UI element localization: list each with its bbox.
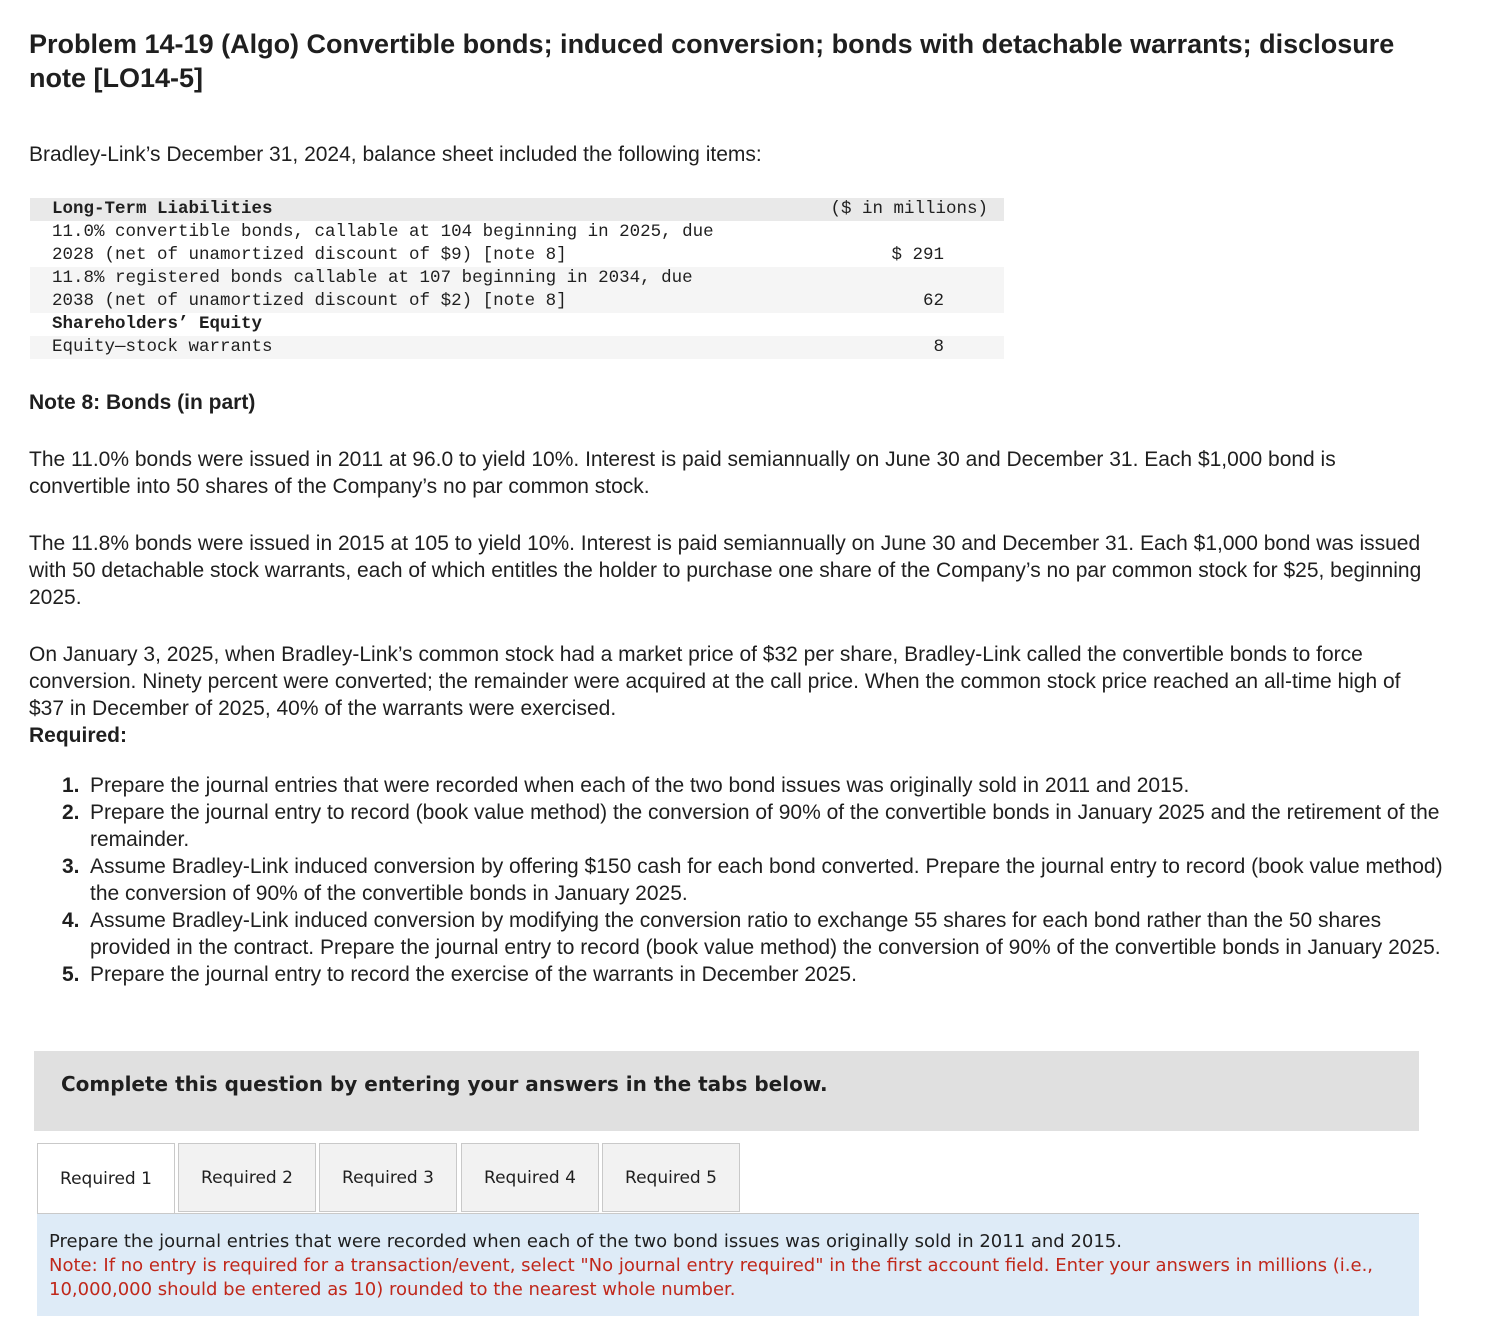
- tab-required-4[interactable]: Required 4: [461, 1143, 599, 1212]
- balance-sheet-table: [30, 198, 1004, 359]
- registered-bonds-row-line2: [30, 290, 1004, 313]
- instructions-banner-text: Complete this question by entering your answers in the tabs below.: [61, 1072, 828, 1096]
- requirement-text: Assume Bradley-Link induced conversion by modifying the conversion ratio to exchange 55 shares for each bond rather than the 50 shares provided in the contract. Prepare the journal entry to record (book value method) the conversion of 90% of the convertible bonds in January 2025.: [90, 909, 1441, 959]
- paragraph-convertible-bonds: The 11.0% bonds were issued in 2011 at 96.0 to yield 10%. Interest is paid semiannually on June 30 and December 31. Each $1,000 bond is convertible into 50 shares of the Company’s no par common stock.: [29, 448, 1336, 498]
- instructions-banner: [34, 1051, 1419, 1131]
- stock-warrants-row: [30, 336, 1004, 359]
- note-heading: Note 8: Bonds (in part): [29, 391, 256, 414]
- required-heading: Required:: [29, 724, 128, 747]
- stock-warrants-label: Equity—stock warrants: [52, 337, 273, 357]
- requirement-text: Prepare the journal entry to record the exercise of the warrants in December 2025.: [90, 963, 857, 986]
- paragraph-conversion-event: On January 3, 2025, when Bradley-Link’s common stock had a market price of $32 per share, Bradley-Link called the convertible bonds to force conversion. Ninety percent were converted; the remainder were acquired at the call price. When the common stock price reached an all-time high of $37 in December of 2025, 40% of the warrants were exercised.: [29, 643, 1401, 720]
- requirements-list: [62, 772, 1452, 988]
- requirement-item: [62, 961, 1452, 988]
- tab-required-2[interactable]: Required 2: [178, 1143, 316, 1212]
- convertible-bonds-row-line1: [30, 221, 1004, 244]
- convertible-bonds-label-line2: 2028 (net of unamortized discount of $9) [note 8]: [52, 245, 567, 265]
- tab-required-3[interactable]: Required 3: [319, 1143, 457, 1212]
- stock-warrants-amount: 8: [933, 337, 944, 357]
- panel-instruction: Prepare the journal entries that were recorded when each of the two bond issues was originally sold in 2011 and 2015.: [49, 1231, 1122, 1252]
- convertible-bonds-amount: $ 291: [891, 245, 944, 265]
- convertible-bonds-row-line2: [30, 244, 1004, 267]
- tab-required-1[interactable]: Required 1: [37, 1143, 175, 1214]
- requirement-item: [62, 907, 1452, 961]
- shareholders-equity-row: [30, 313, 1004, 336]
- requirement-item: [62, 853, 1452, 907]
- requirement-number: 5.: [62, 963, 80, 986]
- requirement-number: 3.: [62, 855, 80, 878]
- requirement-text: Prepare the journal entry to record (book value method) the conversion of 90% of the convertible bonds in January 2025 and the retirement of the remainder.: [90, 801, 1440, 851]
- requirement-item: [62, 772, 1452, 799]
- requirement-number: 2.: [62, 801, 80, 824]
- requirement-number: 1.: [62, 774, 80, 797]
- units-label: ($ in millions): [830, 199, 988, 219]
- registered-bonds-amount: 62: [922, 291, 944, 311]
- requirement-text: Assume Bradley-Link induced conversion by offering $150 cash for each bond converted. Prepare the journal entry to record (book value method) the conversion of 90% of the convertible bonds in January 2025.: [90, 855, 1443, 905]
- tab-panel: [37, 1213, 1419, 1316]
- requirement-text: Prepare the journal entries that were recorded when each of the two bond issues was originally sold in 2011 and 2015.: [90, 774, 1190, 797]
- convertible-bonds-label-line1: 11.0% convertible bonds, callable at 104 beginning in 2025, due: [52, 222, 714, 242]
- intro-text: Bradley-Link’s December 31, 2024, balance sheet included the following items:: [29, 143, 762, 166]
- requirement-item: [62, 799, 1452, 853]
- registered-bonds-row-line1: [30, 267, 1004, 290]
- registered-bonds-label-line1: 11.8% registered bonds callable at 107 beginning in 2034, due: [52, 268, 693, 288]
- requirement-number: 4.: [62, 909, 80, 932]
- paragraph-registered-bonds: The 11.8% bonds were issued in 2015 at 105 to yield 10%. Interest is paid semiannually on June 30 and December 31. Each $1,000 bond was issued with 50 detachable stock warrants, each of which entitles the holder to purchase one share of the Company’s no par common stock for $25, beginning 2025.: [29, 532, 1422, 609]
- balance-sheet-header-row: [30, 198, 1004, 221]
- long-term-liabilities-heading: Long-Term Liabilities: [52, 199, 273, 219]
- registered-bonds-label-line2: 2038 (net of unamortized discount of $2) [note 8]: [52, 291, 567, 311]
- panel-note: Note: If no entry is required for a transaction/event, select "No journal entry required" in the first account field. Enter your answers in millions (i.e., 10,000,000 should be entered as 10) rounded to the nearest whole number.: [49, 1255, 1374, 1300]
- tab-required-5[interactable]: Required 5: [602, 1143, 740, 1212]
- shareholders-equity-heading: Shareholders’ Equity: [52, 314, 263, 334]
- page-title: Problem 14-19 (Algo) Convertible bonds; induced conversion; bonds with detachable warrants; disclosure note [LO14-5]: [29, 29, 1395, 93]
